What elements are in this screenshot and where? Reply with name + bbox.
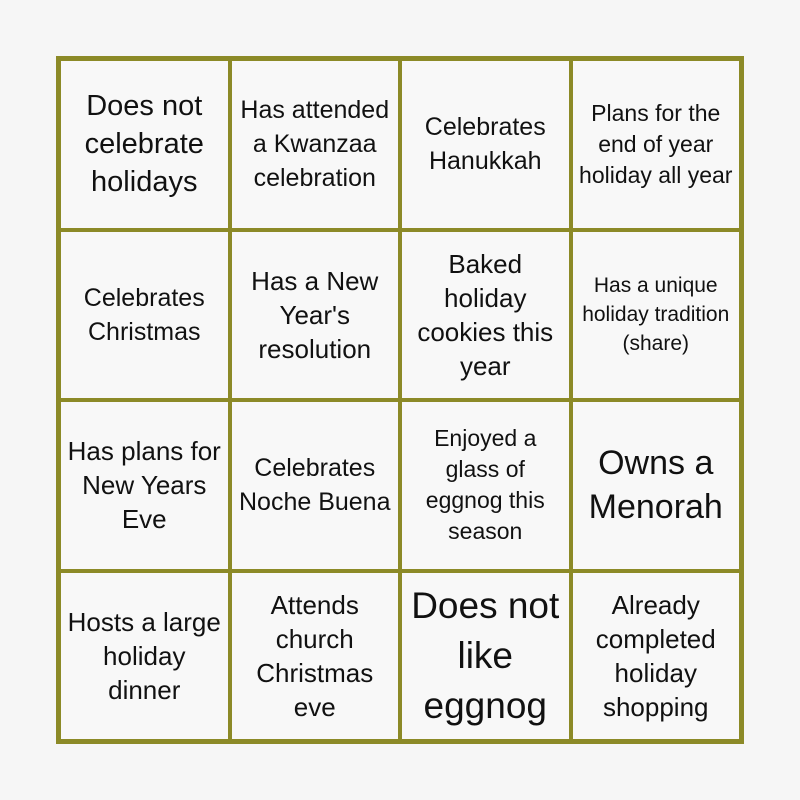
bingo-cell[interactable] — [59, 400, 230, 571]
bingo-cell[interactable] — [571, 571, 742, 742]
cell-text: Celebrates Noche Buena — [238, 454, 391, 517]
cell-text: Celebrates Christmas — [83, 283, 205, 346]
bingo-cell[interactable] — [571, 230, 742, 401]
cell-text: Plans for the end of year holiday all year — [579, 99, 733, 188]
cell-text: Celebrates Hanukkah — [424, 113, 546, 176]
cell-text: Owns a Menorah — [588, 444, 723, 527]
cell-text: Hosts a large holiday dinner — [67, 606, 221, 705]
cell-text: Attends church Christmas eve — [256, 589, 374, 722]
bingo-cell[interactable] — [400, 400, 571, 571]
bingo-cell[interactable] — [59, 230, 230, 401]
bingo-cell[interactable] — [230, 400, 401, 571]
bingo-cell[interactable] — [571, 400, 742, 571]
cell-text: Baked holiday cookies this year — [417, 248, 554, 381]
cell-text: Does not celebrate holidays — [84, 90, 204, 199]
bingo-cell[interactable] — [230, 59, 401, 230]
bingo-cell[interactable] — [230, 571, 401, 742]
cell-text: Does not like eggnog — [411, 584, 560, 726]
cell-text: Enjoyed a glass of eggnog this season — [425, 425, 545, 545]
bingo-cell[interactable] — [400, 59, 571, 230]
cell-text: Has attended a Kwanzaa celebration — [240, 96, 390, 193]
cell-text: Has a unique holiday tradition (share) — [582, 274, 730, 356]
bingo-cell[interactable] — [571, 59, 742, 230]
bingo-cell[interactable] — [59, 571, 230, 742]
cell-text: Has a New Year's resolution — [251, 265, 379, 364]
bingo-cell[interactable] — [59, 59, 230, 230]
bingo-cell[interactable] — [230, 230, 401, 401]
cell-text: Has plans for New Years Eve — [67, 436, 221, 535]
bingo-board — [56, 56, 744, 744]
bingo-cell[interactable] — [400, 230, 571, 401]
bingo-cell[interactable] — [400, 571, 571, 742]
cell-text: Already completed holiday shopping — [595, 589, 716, 722]
